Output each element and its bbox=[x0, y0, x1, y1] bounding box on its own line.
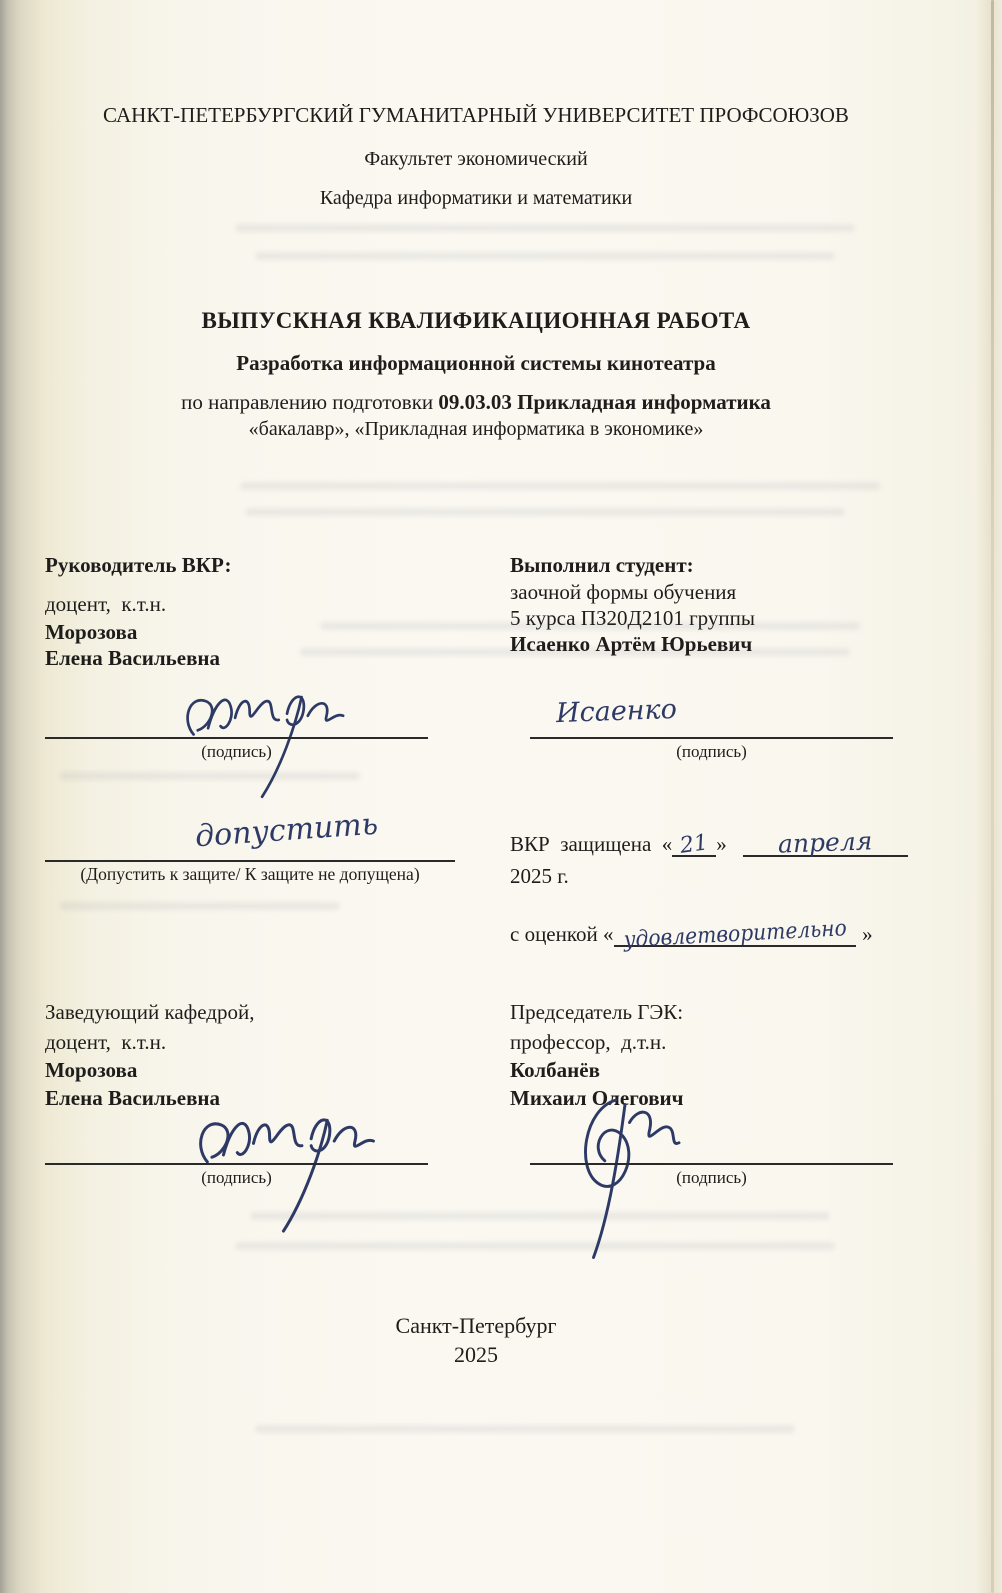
program-line bbox=[30, 390, 922, 414]
grade-suffix: » bbox=[862, 922, 873, 946]
gek-chair-position: профессор, д.т.н. bbox=[510, 1030, 667, 1054]
admission-caption: (Допустить к защите/ К защите не допущена) bbox=[80, 864, 420, 884]
gek-chair-surname: Колбанёв bbox=[510, 1058, 600, 1082]
bleed-through bbox=[245, 508, 845, 516]
student-name: Исаенко Артём Юрьевич bbox=[510, 632, 753, 656]
bleed-through bbox=[240, 482, 880, 490]
student-signature: Исаенко bbox=[555, 693, 678, 730]
bleed-through bbox=[60, 902, 340, 910]
supervisor-position: доцент, к.т.н. bbox=[45, 592, 167, 616]
defense-quote-close: » bbox=[716, 832, 727, 856]
defense-day-handwritten: 21 bbox=[678, 830, 710, 859]
defense-year-line: 2025 г. bbox=[510, 864, 569, 888]
gek-chair-name: Михаил Олегович bbox=[510, 1086, 684, 1110]
dept-head-surname: Морозова bbox=[45, 1058, 138, 1082]
program-code: 09.03.03 Прикладная информатика bbox=[438, 390, 771, 414]
defense-day-field bbox=[672, 830, 716, 859]
supervisor-signature bbox=[165, 668, 380, 803]
defense-month-field bbox=[743, 826, 908, 859]
defense-month-handwritten: апреля bbox=[777, 826, 873, 859]
bleed-through bbox=[235, 1242, 835, 1250]
supervisor-signature-caption: (подпись) bbox=[201, 742, 272, 761]
footer-year: 2025 bbox=[454, 1342, 498, 1367]
supervisor-name: Елена Васильевна bbox=[45, 646, 221, 670]
bleed-through bbox=[255, 1425, 795, 1433]
grade-field bbox=[614, 916, 857, 953]
dept-head-signature-line bbox=[45, 1163, 428, 1165]
dept-head-title: Заведующий кафедрой, bbox=[45, 1000, 255, 1024]
student-signature-line bbox=[530, 737, 893, 739]
student-heading: Выполнил студент: bbox=[510, 553, 694, 577]
university-name: САНКТ-ПЕТЕРБУРГСКИЙ ГУМАНИТАРНЫЙ УНИВЕРСИТЕТ ПРОФСОЮЗОВ bbox=[103, 103, 849, 127]
faculty-name: Факультет экономический bbox=[364, 148, 588, 170]
footer-city: Санкт-Петербург bbox=[395, 1313, 557, 1338]
dept-head-name: Елена Васильевна bbox=[45, 1086, 221, 1110]
gek-chair-signature-line bbox=[530, 1163, 893, 1165]
admission-line bbox=[45, 860, 455, 862]
gek-chair-title: Председатель ГЭК: bbox=[510, 1000, 684, 1024]
dept-head-position: доцент, к.т.н. bbox=[45, 1030, 167, 1054]
bleed-through bbox=[235, 224, 855, 232]
dept-head-signature-caption: (подпись) bbox=[201, 1168, 272, 1187]
grade-handwritten: удовлетворительно bbox=[622, 916, 847, 953]
defense-prefix: ВКР защищена « bbox=[510, 832, 673, 856]
student-group: 5 курса ПЗ20Д2101 группы bbox=[510, 606, 755, 630]
work-type-title: ВЫПУСКНАЯ КВАЛИФИКАЦИОННАЯ РАБОТА bbox=[201, 308, 751, 333]
bleed-through bbox=[60, 772, 360, 780]
program-prefix: по направлению подготовки bbox=[181, 390, 439, 414]
bleed-through bbox=[250, 1212, 830, 1220]
admission-handwritten: допустить bbox=[193, 806, 380, 855]
supervisor-heading: Руководитель ВКР: bbox=[45, 553, 232, 577]
grade-line bbox=[510, 916, 873, 953]
supervisor-signature-line bbox=[45, 737, 428, 739]
work-title: Разработка информационной системы кинотеатра bbox=[236, 351, 716, 375]
department-name: Кафедра информатики и математики bbox=[319, 187, 633, 209]
grade-prefix: с оценкой « bbox=[510, 922, 614, 946]
gek-chair-signature-caption: (подпись) bbox=[676, 1168, 747, 1187]
degree-line: «бакалавр», «Прикладная информатика в экономике» bbox=[248, 418, 704, 440]
bleed-through bbox=[255, 252, 835, 260]
student-signature-caption: (подпись) bbox=[676, 742, 747, 761]
defense-date-line bbox=[510, 826, 908, 859]
supervisor-surname: Морозова bbox=[45, 620, 138, 644]
student-study-form: заочной формы обучения bbox=[510, 580, 737, 604]
page-edge-shadow bbox=[991, 0, 994, 1593]
